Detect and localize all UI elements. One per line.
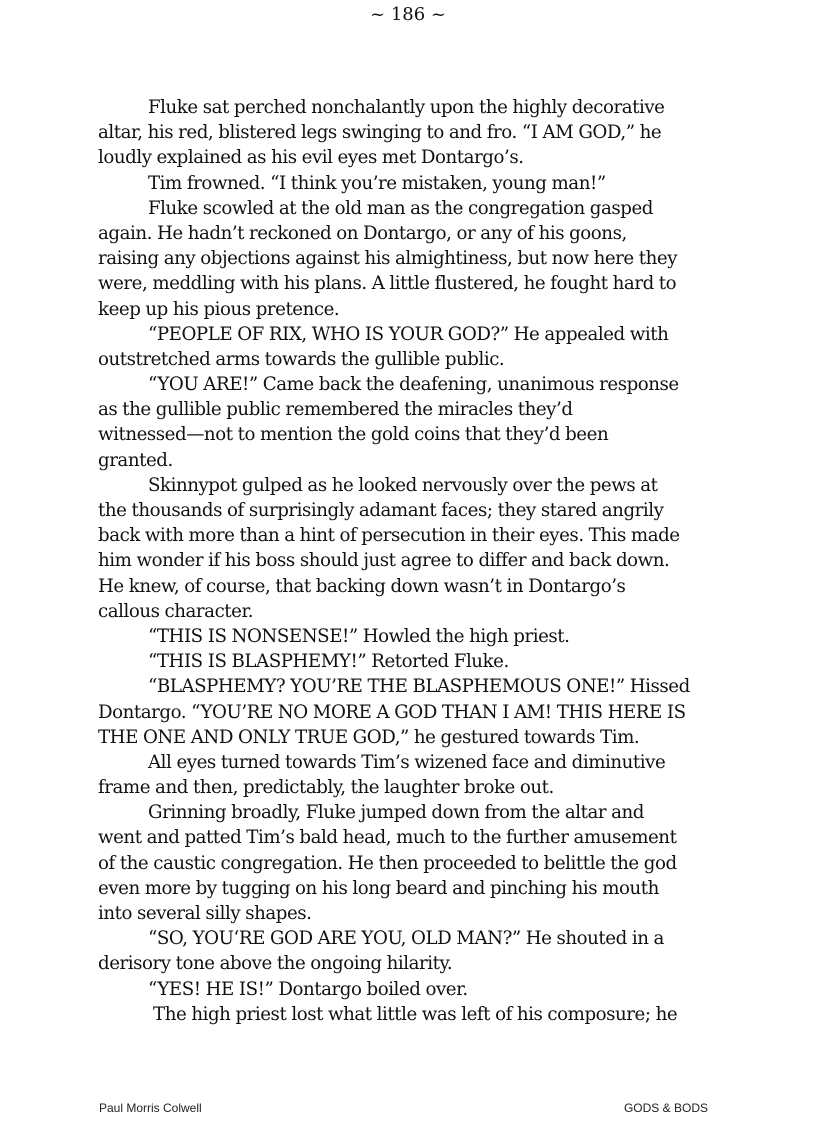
- text-line: Dontargo. “YOU’RE NO MORE A GOD THAN I AM! THIS HERE IS: [98, 701, 686, 723]
- text-line: Skinnypot gulped as he looked nervously over the pews at: [148, 474, 658, 496]
- text-line: All eyes turned towards Tim’s wizened face and diminutive: [148, 751, 666, 773]
- text-line: outstretched arms towards the gullible public.: [98, 348, 505, 370]
- text-line: altar, his red, blistered legs swinging to and fro. “I AM GOD,” he: [98, 122, 662, 144]
- text-line: “THIS IS BLASPHEMY!” Retorted Fluke.: [148, 651, 509, 673]
- text-line: back with more than a hint of persecution in their eyes. This made: [98, 525, 680, 547]
- text-line: derisory tone above the ongoing hilarity.: [98, 953, 453, 975]
- text-line: “YES! HE IS!” Dontargo boiled over.: [148, 978, 468, 1000]
- text-line: into several silly shapes.: [98, 903, 312, 924]
- text-line: granted.: [98, 449, 173, 471]
- text-line: again. He hadn’t reckoned on Dontargo, or any of his goons,: [98, 222, 627, 244]
- text-line: loudly explained as his evil eyes met Dontargo’s.: [98, 147, 524, 169]
- text-line: callous character.: [98, 600, 254, 622]
- text-line: “PEOPLE OF RIX, WHO IS YOUR GOD?” He appealed with: [148, 323, 669, 345]
- text-line: THE ONE AND ONLY TRUE GOD,” he gestured towards Tim.: [98, 726, 640, 748]
- text-line: frame and then, predictably, the laughter broke out.: [98, 777, 554, 799]
- text-line: Fluke scowled at the old man as the congregation gasped: [148, 197, 653, 219]
- text-line: him wonder if his boss should just agree to differ and back down.: [98, 550, 670, 572]
- text-line: keep up his pious pretence.: [98, 298, 340, 320]
- footer-author: Paul Morris Colwell: [99, 1101, 202, 1115]
- text-line: the thousands of surprisingly adamant faces; they stared angrily: [98, 500, 664, 521]
- text-line: “THIS IS NONSENSE!” Howled the high priest.: [148, 625, 570, 647]
- text-line: “BLASPHEMY? YOU’RE THE BLASPHEMOUS ONE!” Hissed: [148, 676, 690, 698]
- text-line: “YOU ARE!” Came back the deafening, unanimous response: [148, 374, 679, 396]
- text-line: Fluke sat perched nonchalantly upon the highly decorative: [148, 97, 665, 118]
- text-line: The high priest lost what little was left of his composure; he: [148, 1003, 678, 1025]
- footer-book-title: GODS & BODS: [623, 1101, 708, 1115]
- text-line: raising any objections against his almightiness, but now here they: [98, 248, 678, 270]
- text-line: Tim frowned. “I think you’re mistaken, young man!”: [148, 172, 606, 194]
- text-line: Grinning broadly, Fluke jumped down from the altar and: [148, 802, 644, 824]
- text-line: of the caustic congregation. He then proceeded to belittle the god: [98, 852, 677, 874]
- text-line: He knew, of course, that backing down wasn’t in Dontargo’s: [98, 575, 626, 597]
- text-line: as the gullible public remembered the miracles they’d: [98, 399, 573, 421]
- text-line: witnessed—not to mention the gold coins that they’d been: [98, 424, 609, 446]
- text-line: “SO, YOU‘RE GOD ARE YOU, OLD MAN?” He shouted in a: [148, 928, 664, 950]
- text-line: went and patted Tim’s bald head, much to the further amusement: [98, 827, 677, 849]
- page-number: ~ 186 ~: [370, 4, 446, 25]
- text-line: were, meddling with his plans. A little flustered, he fought hard to: [98, 273, 677, 295]
- body-text: [98, 95, 722, 1027]
- text-line: even more by tugging on his long beard and pinching his mouth: [98, 877, 659, 899]
